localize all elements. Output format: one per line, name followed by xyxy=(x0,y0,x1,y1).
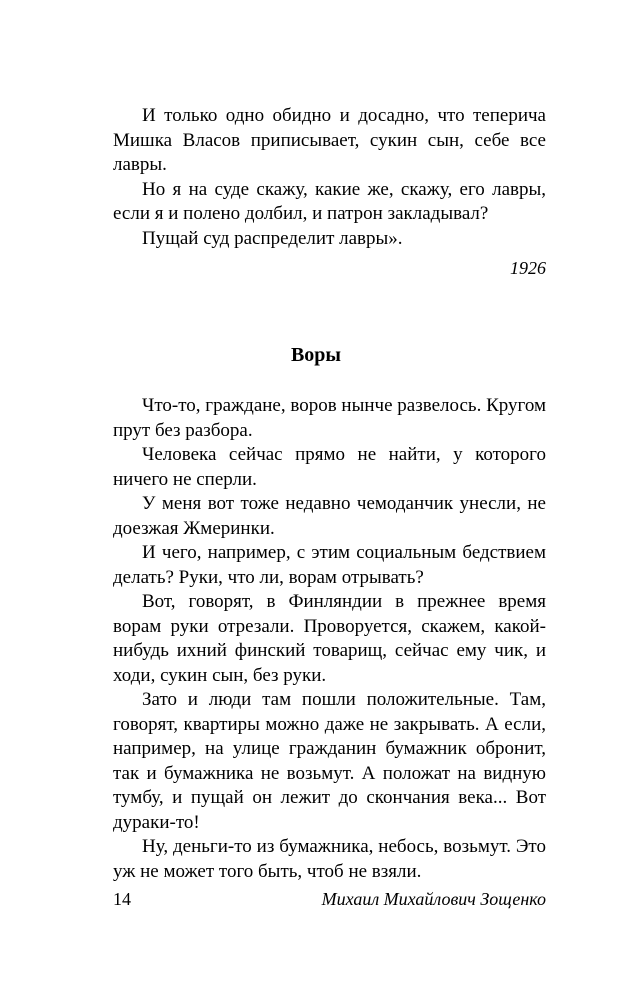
paragraph: Пущай суд распределит лавры». xyxy=(142,227,403,249)
paragraph: Ну, деньги-то из бумажника, небось, возьмут. Это уж не может того быть, чтоб не взяли. xyxy=(113,836,546,882)
paragraph: Но я на суде скажу, какие же, скажу, его лавры, если я и полено долбил, и патрон закладывал? xyxy=(113,178,546,224)
page-footer xyxy=(113,889,546,910)
paragraph: И только одно обидно и досадно, что теперича Мишка Власов приписывает, сукин сын, себе все лавры. xyxy=(113,105,546,175)
paragraph: Человека сейчас прямо не найти, у которого ничего не сперли. xyxy=(113,444,546,490)
paragraph: Зато и люди там пошли положительные. Там, говорят, квартиры можно даже не закрывать. А если, например, на улице гражданин бумажник обронит, так и бумажника не возьмут. А положат на видную тумбу, и пущай он лежит до скончания века... Вот дураки-то! xyxy=(113,689,546,833)
story-date: 1926 xyxy=(510,258,546,278)
running-author: Михаил Михайлович Зощенко xyxy=(321,889,546,909)
story-title: Воры xyxy=(290,344,342,366)
paragraph: Вот, говорят, в Финляндии в прежнее время ворам руки отрезали. Проворуется, скажем, какой-нибудь ихний финский товарищ, сейчас ему чик, и ходи, сукин сын, без руки. xyxy=(113,591,546,686)
paragraph: Что-то, граждане, воров нынче развелось. Кругом прут без разбора. xyxy=(113,395,546,441)
paragraph: У меня вот тоже недавно чемоданчик унесли, не доезжая Жмеринки. xyxy=(113,493,546,539)
story-body xyxy=(113,394,546,884)
page-number: 14 xyxy=(113,889,131,909)
previous-story-ending xyxy=(113,104,546,251)
paragraph: И чего, например, с этим социальным бедствием делать? Руки, что ли, ворам отрывать? xyxy=(113,542,546,588)
